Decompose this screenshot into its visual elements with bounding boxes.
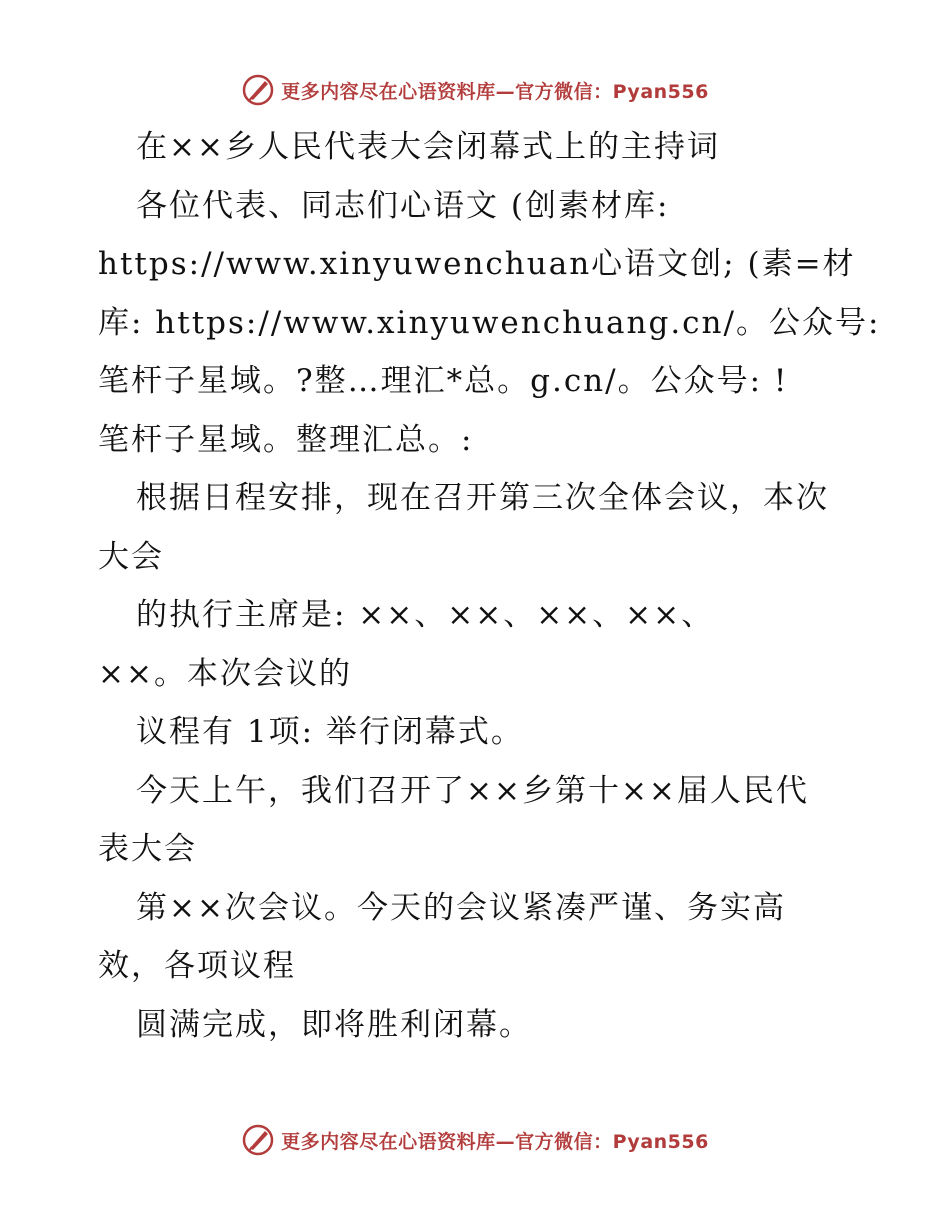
paragraph-line: 根据日程安排，现在召开第三次全体会议，本次 (136, 480, 829, 516)
paragraph-line: 效，各项议程 (98, 948, 296, 984)
footer-watermark (0, 1120, 950, 1160)
header-watermark (0, 70, 950, 110)
paragraph-line: 今天上午，我们召开了××乡第十××届人民代 (136, 772, 809, 809)
paragraph-line: 议程有 1项: 举行闭幕式。 (136, 714, 524, 750)
paragraph-line: 的执行主席是: ××、××、××、××、 (136, 597, 715, 633)
paragraph-line: 第××次会议。今天的会议紧凑严谨、务实高 (136, 889, 786, 926)
quill-circle-icon (241, 73, 275, 107)
footer-brand-text: 更多内容尽在心语资料库—官方微信：Pyan556 (281, 1130, 709, 1153)
paragraph-line: ××。本次会议的 (98, 655, 352, 692)
quill-circle-icon (241, 1123, 275, 1157)
document-title: 在××乡人民代表大会闭幕式上的主持词 (136, 129, 720, 165)
paragraph-line: https://www.xinyuwenchuan心语文创; (素=材 (98, 246, 856, 282)
paragraph-line: 表大会 (98, 831, 197, 867)
paragraph-line: 各位代表、同志们心语文 (创素材库: (136, 187, 670, 224)
paragraph-line: 笔杆子星域。?整…理汇*总。g.cn/。公众号: ! (98, 363, 789, 399)
document-body (98, 118, 881, 1054)
paragraph-line: 库: https://www.xinyuwenchuang.cn/。公众号: (98, 304, 881, 341)
paragraph-line: 笔杆子星域。整理汇总。: (98, 421, 474, 458)
paragraph-line: 大会 (98, 538, 164, 575)
paragraph-line: 圆满完成，即将胜利闭幕。 (136, 1006, 532, 1043)
header-brand-text: 更多内容尽在心语资料库—官方微信：Pyan556 (281, 80, 709, 103)
